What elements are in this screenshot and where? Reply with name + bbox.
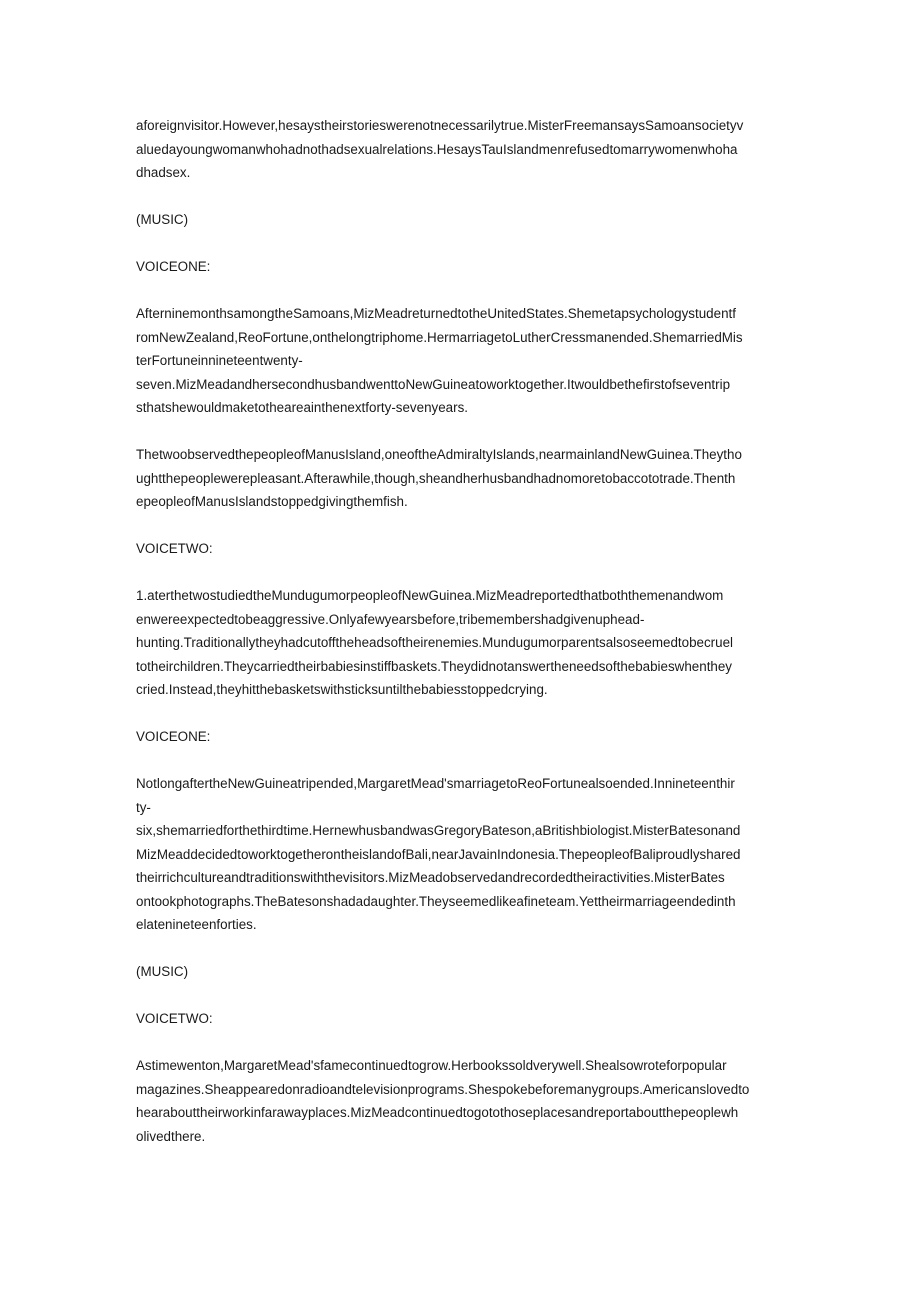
speaker-label: [136, 255, 786, 279]
text-line: magazines.Sheappearedonradioandtelevisionprograms.Shespokebeforemanygroups.Americanslovedto: [136, 1081, 750, 1097]
text-line: totheirchildren.Theycarriedtheirbabiesinstiffbaskets.Theydidnotanswertheneedsofthebabieswhenthey: [136, 658, 733, 674]
text-line: theirrichcultureandtraditionswiththevisitors.MizMeadobservedandrecordedtheiractivities.MisterBates: [136, 870, 725, 885]
text-line: NotlongaftertheNewGuineatripended,MargaretMead'smarriagetoReoFortunealsoended.Innineteenthir: [136, 776, 735, 791]
text-line: ty-: [136, 799, 151, 815]
speaker-label: [136, 1007, 786, 1031]
paragraph-transcript-mundugumor: [136, 584, 786, 702]
text-line: dhadsex.: [136, 165, 191, 180]
text-line: Astimewenton,MargaretMead'sfamecontinuedtogrow.Herbookssoldverywell.Shealsowroteforpopular: [136, 1058, 727, 1073]
music-cue: [136, 208, 786, 232]
text-line: enwereexpectedtobeaggressive.Onlyafewyearsbefore,tribemembershadgivenuphead-: [136, 611, 645, 627]
text-line: VOICEONE:: [136, 259, 211, 274]
text-line: ughtthepeoplewerepleasant.Afterawhile,though,sheandherhusbandhadnomoretobaccototrade.Thenth: [136, 470, 736, 486]
text-line: (MUSIC): [136, 964, 189, 979]
paragraph-transcript-fortune: [136, 302, 786, 420]
text-line: (MUSIC): [136, 212, 189, 227]
text-line: terFortuneinnineteentwenty-: [136, 353, 303, 368]
paragraph-transcript-manus: [136, 443, 786, 514]
text-line: epeopleofManusIslandstoppedgivingthemfish.: [136, 494, 408, 509]
text-line: VOICETWO:: [136, 541, 213, 556]
text-line: ThetwoobservedthepeopleofManusIsland,oneoftheAdmiraltyIslands,nearmainlandNewGuinea.Theytho: [136, 447, 742, 462]
text-line: six,shemarriedforthethirdtime.HernewhusbandwasGregoryBateson,aBritishbiologist.MisterBatesonand: [136, 823, 741, 838]
text-line: olivedthere.: [136, 1128, 206, 1144]
text-line: MizMeaddecidedtoworktogetherontheislandofBali,nearJavainIndonesia.ThepeopleofBaliproudlyshared: [136, 846, 741, 862]
text-line: aforeignvisitor.However,hesaystheirstorieswerenotnecessarilytrue.MisterFreemansaysSamoansocietyv: [136, 118, 744, 133]
text-line: sthatshewouldmaketotheareainthenextforty-sevenyears.: [136, 400, 468, 415]
paragraph-transcript-freeman: [136, 114, 786, 185]
speaker-label: [136, 725, 786, 749]
text-line: cried.Instead,theyhitthebasketswithsticksuntilthebabiesstoppedcrying.: [136, 682, 548, 697]
text-line: hunting.Traditionallytheyhadcutofftheheadsoftheirenemies.Mundugumorparentsalsoseemedtobecruel: [136, 635, 734, 650]
text-line: VOICETWO:: [136, 1011, 213, 1026]
paragraph-transcript-fame: [136, 1054, 786, 1148]
text-line: AfterninemonthsamongtheSamoans,MizMeadreturnedtotheUnitedStates.Shemetapsychologystudentf: [136, 306, 736, 321]
text-line: ontookphotographs.TheBatesonshadadaughter.Theyseemedlikeafineteam.Yettheirmarriageendedinth: [136, 893, 736, 909]
text-line: hearabouttheirworkinfarawayplaces.MizMeadcontinuedtogotothoseplacesandreportaboutthepeoplewh: [136, 1105, 739, 1120]
text-line: 1.aterthetwostudiedtheMundugumorpeopleofNewGuinea.MizMeadreportedthatboththemenandwom: [136, 588, 724, 603]
paragraph-transcript-bateson: [136, 772, 786, 937]
text-line: VOICEONE:: [136, 729, 211, 744]
text-line: aluedayoungwomanwhohadnothadsexualrelations.HesaysTauIslandmenrefusedtomarrywomenwhoha: [136, 141, 738, 157]
music-cue: [136, 960, 786, 984]
document-page: [136, 114, 786, 1172]
speaker-label: [136, 537, 786, 561]
text-line: seven.MizMeadandhersecondhusbandwenttoNewGuineatoworktogether.Itwouldbethefirstofseventrip: [136, 376, 731, 392]
text-line: romNewZealand,ReoFortune,onthelongtriphome.HermarriagetoLutherCressmanended.ShemarriedMis: [136, 329, 743, 345]
text-line: elatenineteenforties.: [136, 917, 257, 932]
